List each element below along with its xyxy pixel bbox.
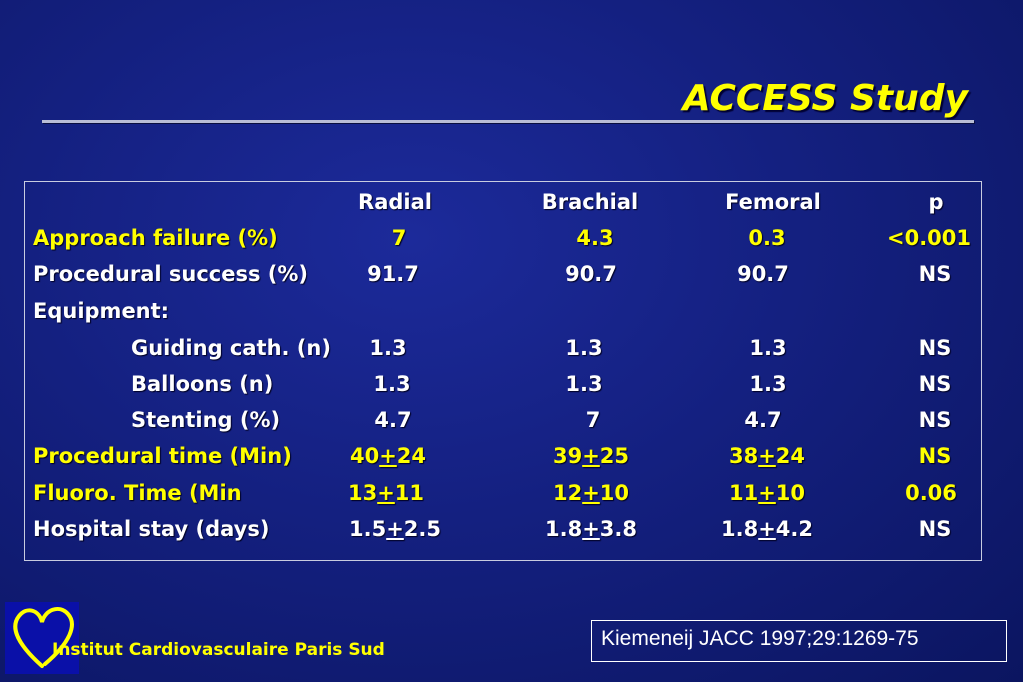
row-label-procedural-time: Procedural time (Min) xyxy=(33,444,292,468)
citation-text: Kiemeneij JACC 1997;29:1269-75 xyxy=(601,627,919,650)
cell-radial: 4.7 xyxy=(374,408,412,432)
cell-femoral: 90.7 xyxy=(737,262,789,286)
cell-femoral: 0.3 xyxy=(748,226,786,250)
cell-radial: 7 xyxy=(391,226,407,250)
cell-brachial: 7 xyxy=(585,408,601,432)
cell-femoral: 38+24 xyxy=(728,444,806,468)
cell-radial: 1.5+2.5 xyxy=(348,517,442,541)
cell-p: <0.001 xyxy=(886,226,972,250)
row-label-balloons: Balloons (n) xyxy=(131,372,274,396)
header-brachial: Brachial xyxy=(541,190,639,214)
cell-brachial: 1.3 xyxy=(565,372,603,396)
cell-p: NS xyxy=(918,336,952,360)
cell-radial: 1.3 xyxy=(369,336,407,360)
cell-p: NS xyxy=(918,262,952,286)
row-label-stenting: Stenting (%) xyxy=(131,408,281,432)
header-p: p xyxy=(928,190,944,214)
cell-brachial: 1.8+3.8 xyxy=(544,517,638,541)
row-label-fluoro-time: Fluoro. Time (Min xyxy=(33,481,242,505)
heart-icon xyxy=(5,602,79,674)
cell-femoral: 1.3 xyxy=(749,336,787,360)
cell-p: NS xyxy=(918,372,952,396)
title-underline xyxy=(42,120,974,123)
cell-radial: 1.3 xyxy=(373,372,411,396)
header-femoral: Femoral xyxy=(725,190,821,214)
cell-radial: 40+24 xyxy=(349,444,427,468)
row-label-guiding-cath: Guiding cath. (n) xyxy=(131,336,331,360)
cell-femoral: 1.3 xyxy=(749,372,787,396)
results-table xyxy=(24,181,982,561)
cell-brachial: 4.3 xyxy=(576,226,614,250)
cell-femoral: 11+10 xyxy=(728,481,806,505)
cell-p: NS xyxy=(918,517,952,541)
slide-title: ACCESS Study xyxy=(682,78,968,119)
citation-box xyxy=(591,620,1007,662)
cell-p: NS xyxy=(918,408,952,432)
row-label-hospital-stay: Hospital stay (days) xyxy=(33,517,270,541)
row-label-approach-failure: Approach failure (%) xyxy=(33,226,278,250)
cell-brachial: 39+25 xyxy=(552,444,630,468)
row-label-equipment: Equipment: xyxy=(33,299,170,323)
cell-brachial: 12+10 xyxy=(552,481,630,505)
cell-p: 0.06 xyxy=(905,481,957,505)
cell-radial: 13+11 xyxy=(347,481,425,505)
cell-brachial: 90.7 xyxy=(565,262,617,286)
cell-p: NS xyxy=(918,444,952,468)
institute-name: Institut Cardiovasculaire Paris Sud xyxy=(52,640,385,660)
row-label-procedural-success: Procedural success (%) xyxy=(33,262,309,286)
cell-brachial: 1.3 xyxy=(565,336,603,360)
header-radial: Radial xyxy=(358,190,432,214)
cell-femoral: 4.7 xyxy=(744,408,782,432)
cell-radial: 91.7 xyxy=(367,262,419,286)
cell-femoral: 1.8+4.2 xyxy=(720,517,814,541)
heart-logo xyxy=(5,602,79,674)
